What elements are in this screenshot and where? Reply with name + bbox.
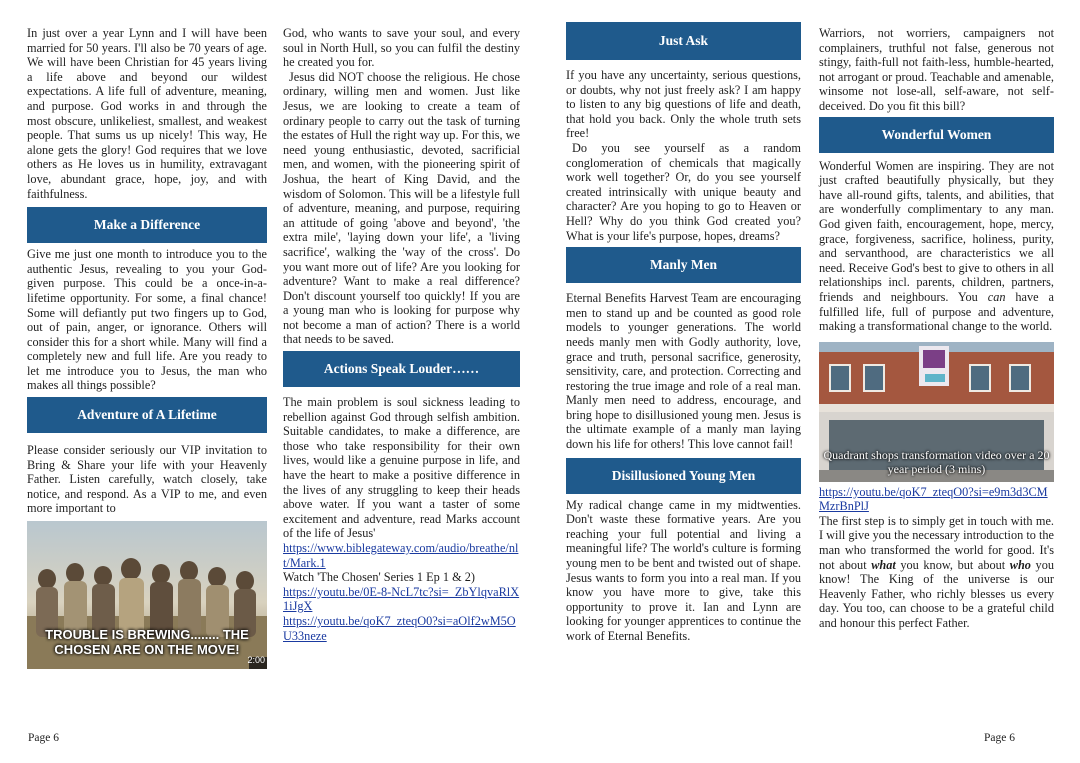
biblegateway-link[interactable]: https://www.biblegateway.com/audio/breathe/nlt/Mark.1 xyxy=(283,541,519,570)
column-1 xyxy=(27,26,267,669)
soul-sickness-paragraph: The main problem is soul sickness leading to rebellion against God through selfish ambition. Suitable candidates, to make a difference, are those who take responsibility for their own lives, would like a genuine purpose in life, and have the heart to make a positive difference in the lives of any struggling to keep their heads above water. If you want a taster of some excitement and adventure, read Marks account of the life of Jesus' xyxy=(283,395,520,541)
random-chemicals-paragraph: Do you see yourself as a random conglomeration of chemicals that magically work well together? Or, do you see yourself created intrinsically with unique beauty and character? Are you hoping to go to Heaven or Hell? Why do you think God created you? What is your life's purpose, hopes, dreams? xyxy=(566,140,801,243)
intro-paragraph: In just over a year Lynn and I will have been married for 50 years. I'll also be 70 years of age. We will have been Christian for 45 years living a life above and beyond our wildest expectations. A life full of adventure, meaning, and purpose. God works in and through the most obscure, unlikeliest, smallest, and weakest people. That sums us up nicely! This way, He alone gets the glory! God requires that we love others as He loves us in humility, extravagant love, abundant grace, hope, joy, and with faithfulness. xyxy=(27,26,267,201)
heading-wonderful-women: Wonderful Women xyxy=(819,117,1054,153)
heading-just-ask: Just Ask xyxy=(566,22,801,60)
page-number-right: Page 6 xyxy=(984,732,1015,744)
heading-adventure-of-a-lifetime: Adventure of A Lifetime xyxy=(27,397,267,433)
make-difference-paragraph: Give me just one month to introduce you to the authentic Jesus, revealing to you your God-given purpose. This could be a once-in-a-lifetime opportunity. For some, a final chance! Some will defiantly put two fingers up to God, out of pain, anger, or ignorance. Others will consider this for a short while. Many will find a completely new and full life. Are you ready to let me introduce you to Jesus, the man who makes all things possible? xyxy=(27,247,267,393)
wonderful-women-paragraph: Wonderful Women are inspiring. They are not just crafted beautifully physically, but they have all-round gifts, talents, and abilities, that are wonderfully complimentary to any man. God given faith, encouragement, hope, mercy, grace, forgiveness, sacrifice, holiness, purity, and servanthood, are characteristics we all need. Receive God's best to give to others in all relationships incl. parents, children, partners, friends and neighbours. You can have a fulfilled life, full of purpose and adventure, making a transformational change to the world. xyxy=(819,158,1054,334)
adventure-paragraph: Please consider seriously our VIP invitation to Bring & Share your life with your Heavenly Father. Listen carefully, watch closely, take notice, and respond. As a VIP to me, and even more important to xyxy=(27,443,267,516)
quadrant-shops-video-thumbnail[interactable] xyxy=(819,342,1054,482)
heading-actions-speak-louder: Actions Speak Louder…… xyxy=(283,351,520,387)
manly-men-paragraph: Eternal Benefits Harvest Team are encouraging men to stand up and be counted as good role models to younger generations. The world needs manly men with Godly authority, love, grace and truth, personal sacrifice, generosity, sensitivity, care, and protection. Correcting and restoring the true image and role of a real man. Manly men need to address, encourage, and bring hope to disillusioned young men. Jesus is the ultimate example of a manly man laying down his life for others! This love cannot fail! xyxy=(566,291,801,452)
video-duration: 2:00 xyxy=(247,655,265,666)
column-4 xyxy=(819,26,1054,631)
just-ask-paragraph: If you have any uncertainty, serious questions, or doubts, why not just freely ask? I am happy to listen to any big questions of life and death, that hold you back. Only the whole truth sets free! xyxy=(566,68,801,141)
heading-manly-men: Manly Men xyxy=(566,247,801,283)
the-chosen-video-thumbnail[interactable] xyxy=(27,521,267,669)
watch-the-chosen-text: Watch 'The Chosen' Series 1 Ep 1 & 2) xyxy=(283,570,475,585)
jesus-chose-paragraph: Jesus did NOT choose the religious. He chose ordinary, willing men and women. Just like Jesus, we are looking to create a team of ordinary people to carry out the task of turning the estates of Hull the right way up. For this, we need young enthusiastic, devoted, sacrificial men, and women, with the pioneering spirit of Joshua, the heart of King David, and the wisdom of Solomon. This will be a lifestyle full of adventure, meaning, and purpose, requiring an attitude of going 'above and beyond', 'the extra mile', 'laying down your life', a 'living sacrifice', walking the 'way of the cross'. Do you want more out of life? Are you looking for adventure? Want to make a real difference? Don't discount yourself too quickly! If you are a young man who is looking for purpose why not become a man of action? There is a world that needs to be saved. xyxy=(283,69,521,347)
youtube-link-chosen-ep1[interactable]: https://youtu.be/0E-8-NcL7tc?si=_ZbYlqvaRlX1iJgX xyxy=(283,584,520,614)
column-2 xyxy=(283,26,520,643)
warriors-paragraph: Warriors, not worriers, campaigners not complainers, truthful not false, generous not stingy, faith-full not faith-less, humble-hearted, not arrogant or proud. Teachable and amenable, winsome not lose-all, self-aware, not self-deceived. Do you fit this bill? xyxy=(819,26,1054,113)
heading-disillusioned-young-men: Disillusioned Young Men xyxy=(566,458,801,494)
heading-make-a-difference: Make a Difference xyxy=(27,207,267,243)
first-step-paragraph: The first step is to simply get in touch with me. I will give you the necessary introduction to the man who transformed the world for good. It's not about what you know, but about who you know! The King of the universe is our Heavenly Father, who richly blesses us every day. You too, can choose to be a grateful child and honour this perfect Father. xyxy=(819,513,1054,631)
quadrant-video-caption: Quadrant shops transformation video over a 20 year period (3 mins) xyxy=(823,447,1050,476)
youtube-link-quadrant[interactable]: https://youtu.be/qoK7_zteqO0?si=e9m3d3CMMzrBnPlJ xyxy=(819,484,1048,514)
soul-paragraph: God, who wants to save your soul, and every soul in North Hull, so you can fulfil the destiny he created you for. xyxy=(283,26,520,70)
column-3 xyxy=(566,26,801,644)
video-banner-text: TROUBLE IS BREWING........ THE CHOSEN ARE ON THE MOVE! xyxy=(45,627,249,658)
youtube-link-chosen-ep2[interactable]: https://youtu.be/qoK7_zteqO0?si=aOlf2wM5OU33neze xyxy=(283,613,516,643)
page-number-left: Page 6 xyxy=(28,732,59,744)
disillusioned-paragraph: My radical change came in my midtwenties. Don't waste these formative years. Are you reaching your full potential and living a meaningful life? The world's culture is forming young men to be bent and twisted out of shape. Jesus wants to form you into a real man. If you know you have more to give, take this opportunity to prove it. Ian and Lynn are looking for younger apprentices to continue the work of Eternal Benefits. xyxy=(566,497,801,643)
